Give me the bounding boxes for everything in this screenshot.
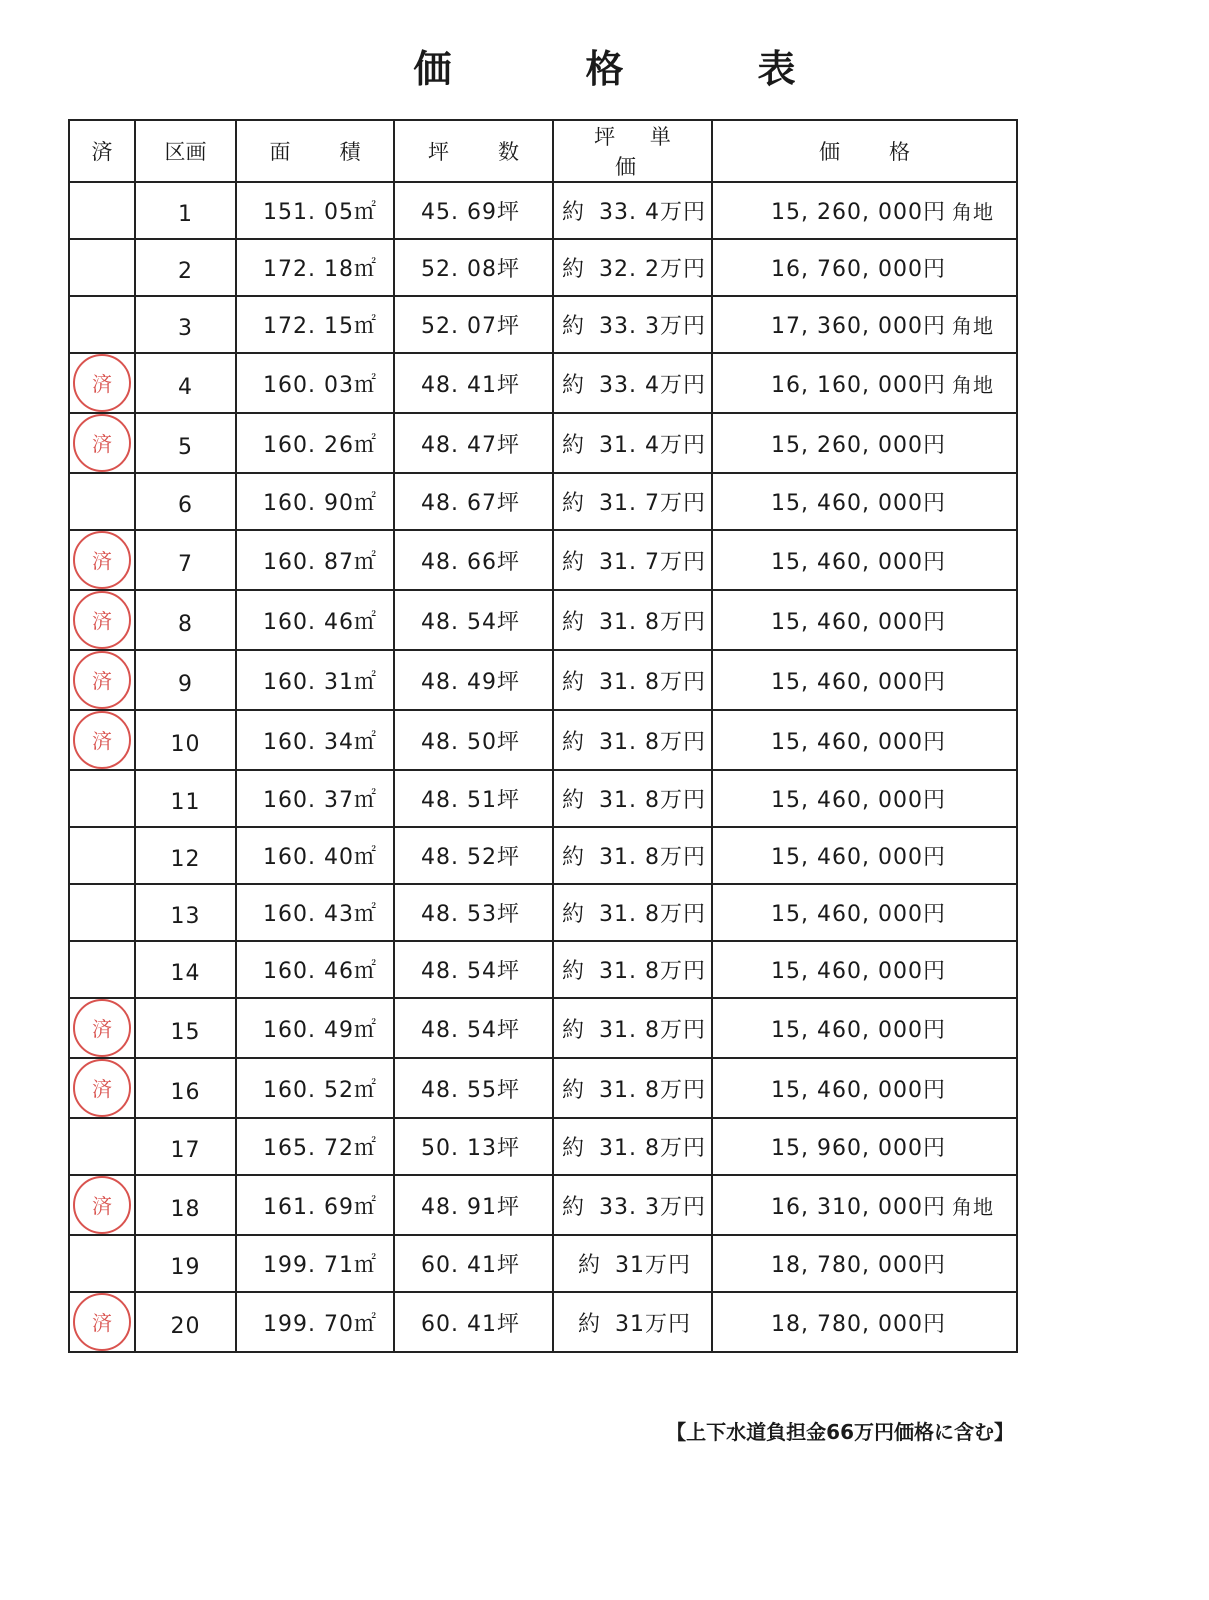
approx-label: 約 — [562, 372, 586, 398]
sold-stamp: 済 — [73, 1176, 131, 1234]
unit-price-cell — [553, 827, 712, 884]
price-value: 15, 460, 000円 — [771, 959, 946, 984]
tsubo-value: 48. 55坪 — [394, 1058, 553, 1118]
price-value: 18, 780, 000円 — [771, 1253, 946, 1278]
unit-price-cell — [553, 413, 712, 473]
tsubo-value: 52. 08坪 — [394, 239, 553, 296]
approx-label: 約 — [562, 959, 586, 984]
price-value: 16, 310, 000円 — [771, 1194, 946, 1220]
price-value: 15, 460, 000円 — [771, 902, 946, 927]
price-value: 15, 260, 000円 — [771, 432, 946, 458]
unit-price-value: 31. 8万円 — [599, 609, 706, 635]
approx-label: 約 — [562, 845, 586, 870]
table-row — [69, 413, 1017, 473]
approx-label: 約 — [562, 549, 586, 575]
unit-price-value: 31. 8万円 — [599, 902, 706, 927]
price-cell — [712, 650, 1017, 710]
price-value: 17, 360, 000円 — [771, 314, 946, 339]
sold-cell — [69, 590, 135, 650]
lot-number: 15 — [135, 998, 236, 1058]
unit-price-cell — [553, 239, 712, 296]
lot-number: 9 — [135, 650, 236, 710]
area-value: 160. 37㎡ — [236, 770, 394, 827]
area-value: 160. 46㎡ — [236, 590, 394, 650]
price-cell — [712, 998, 1017, 1058]
approx-label: 約 — [578, 1253, 602, 1278]
table-row — [69, 1118, 1017, 1175]
lot-number: 13 — [135, 884, 236, 941]
table-row — [69, 1175, 1017, 1235]
lot-number: 17 — [135, 1118, 236, 1175]
sold-stamp: 済 — [73, 414, 131, 472]
unit-price-cell — [553, 941, 712, 998]
table-row — [69, 827, 1017, 884]
sold-cell — [69, 353, 135, 413]
tsubo-value: 52. 07坪 — [394, 296, 553, 353]
price-cell — [712, 1292, 1017, 1352]
table-row — [69, 182, 1017, 239]
unit-price-value: 31万円 — [615, 1253, 692, 1278]
area-value: 165. 72㎡ — [236, 1118, 394, 1175]
unit-price-value: 31. 8万円 — [599, 669, 706, 695]
approx-label: 約 — [562, 1136, 586, 1161]
price-cell — [712, 413, 1017, 473]
unit-price-value: 31. 8万円 — [599, 788, 706, 813]
table-row — [69, 941, 1017, 998]
lot-number: 6 — [135, 473, 236, 530]
area-value: 160. 40㎡ — [236, 827, 394, 884]
lot-number: 18 — [135, 1175, 236, 1235]
table-row — [69, 1058, 1017, 1118]
unit-price-cell — [553, 884, 712, 941]
corner-lot-label: 角地 — [951, 1194, 994, 1219]
area-value: 160. 87㎡ — [236, 530, 394, 590]
unit-price-value: 32. 2万円 — [599, 257, 706, 282]
header-sold: 済 — [69, 120, 135, 182]
unit-price-cell — [553, 998, 712, 1058]
table-row — [69, 353, 1017, 413]
sold-cell — [69, 1058, 135, 1118]
header-lot: 区画 — [135, 120, 236, 182]
price-value: 15, 460, 000円 — [771, 845, 946, 870]
tsubo-value: 60. 41坪 — [394, 1292, 553, 1352]
unit-price-value: 33. 4万円 — [599, 200, 706, 225]
price-cell — [712, 530, 1017, 590]
lot-number: 1 — [135, 182, 236, 239]
unit-price-cell — [553, 650, 712, 710]
area-value: 160. 26㎡ — [236, 413, 394, 473]
sold-cell — [69, 1175, 135, 1235]
price-cell — [712, 296, 1017, 353]
price-cell — [712, 353, 1017, 413]
lot-number: 16 — [135, 1058, 236, 1118]
price-value: 15, 960, 000円 — [771, 1136, 946, 1161]
tsubo-value: 48. 53坪 — [394, 884, 553, 941]
unit-price-cell — [553, 353, 712, 413]
lot-number: 3 — [135, 296, 236, 353]
lot-number: 8 — [135, 590, 236, 650]
lot-number: 2 — [135, 239, 236, 296]
area-value: 151. 05㎡ — [236, 182, 394, 239]
unit-price-value: 31. 8万円 — [599, 959, 706, 984]
price-value: 15, 460, 000円 — [771, 549, 946, 575]
corner-lot-label: 角地 — [951, 314, 994, 338]
table-row — [69, 1235, 1017, 1292]
unit-price-value: 31. 8万円 — [599, 729, 706, 755]
area-value: 160. 34㎡ — [236, 710, 394, 770]
header-row — [69, 120, 1017, 182]
lot-number: 11 — [135, 770, 236, 827]
area-value: 160. 31㎡ — [236, 650, 394, 710]
price-table — [68, 119, 1018, 1353]
sold-cell — [69, 710, 135, 770]
price-cell — [712, 770, 1017, 827]
unit-price-cell — [553, 182, 712, 239]
table-row — [69, 998, 1017, 1058]
sold-cell — [69, 770, 135, 827]
unit-price-value: 31. 8万円 — [599, 1136, 706, 1161]
unit-price-cell — [553, 1058, 712, 1118]
table-row — [69, 239, 1017, 296]
unit-price-value: 31. 8万円 — [599, 1017, 706, 1043]
price-cell — [712, 590, 1017, 650]
table-row — [69, 530, 1017, 590]
unit-price-value: 31. 8万円 — [599, 845, 706, 870]
table-row — [69, 710, 1017, 770]
sold-cell — [69, 296, 135, 353]
unit-price-value: 33. 3万円 — [599, 314, 706, 339]
sold-cell — [69, 884, 135, 941]
approx-label: 約 — [562, 314, 586, 339]
lot-number: 10 — [135, 710, 236, 770]
price-value: 15, 460, 000円 — [771, 1017, 946, 1043]
unit-price-cell — [553, 1235, 712, 1292]
sold-stamp: 済 — [73, 591, 131, 649]
approx-label: 約 — [562, 200, 586, 225]
table-row — [69, 650, 1017, 710]
lot-number: 19 — [135, 1235, 236, 1292]
sold-cell — [69, 1118, 135, 1175]
page-title: 価 格 表 — [413, 47, 844, 91]
area-value: 160. 90㎡ — [236, 473, 394, 530]
tsubo-value: 48. 49坪 — [394, 650, 553, 710]
price-value: 16, 760, 000円 — [771, 257, 946, 282]
footnote: 【上下水道負担金66万円価格に含む】 — [666, 1420, 1014, 1444]
price-value: 15, 460, 000円 — [771, 491, 946, 516]
price-value: 18, 780, 000円 — [771, 1311, 946, 1337]
price-cell — [712, 1058, 1017, 1118]
table-row — [69, 884, 1017, 941]
price-value: 15, 460, 000円 — [771, 609, 946, 635]
price-cell — [712, 473, 1017, 530]
price-value: 15, 460, 000円 — [771, 788, 946, 813]
sold-stamp: 済 — [73, 531, 131, 589]
sold-cell — [69, 530, 135, 590]
sold-stamp: 済 — [73, 1293, 131, 1351]
approx-label: 約 — [562, 609, 586, 635]
table-row — [69, 590, 1017, 650]
area-value: 161. 69㎡ — [236, 1175, 394, 1235]
header-tsubo: 坪 数 — [394, 120, 553, 182]
sold-stamp: 済 — [73, 1059, 131, 1117]
area-value: 160. 03㎡ — [236, 353, 394, 413]
area-value: 160. 46㎡ — [236, 941, 394, 998]
corner-lot-label: 角地 — [951, 200, 994, 224]
price-cell — [712, 182, 1017, 239]
approx-label: 約 — [562, 257, 586, 282]
tsubo-value: 60. 41坪 — [394, 1235, 553, 1292]
lot-number: 12 — [135, 827, 236, 884]
area-value: 160. 49㎡ — [236, 998, 394, 1058]
unit-price-value: 31万円 — [615, 1311, 692, 1337]
unit-price-value: 31. 7万円 — [599, 491, 706, 516]
area-value: 199. 71㎡ — [236, 1235, 394, 1292]
unit-price-value: 33. 4万円 — [599, 372, 706, 398]
approx-label: 約 — [562, 788, 586, 813]
tsubo-value: 48. 54坪 — [394, 590, 553, 650]
approx-label: 約 — [562, 669, 586, 695]
header-area: 面 積 — [236, 120, 394, 182]
tsubo-value: 48. 91坪 — [394, 1175, 553, 1235]
price-cell — [712, 884, 1017, 941]
sold-stamp: 済 — [73, 354, 131, 412]
table-row — [69, 770, 1017, 827]
table-row — [69, 296, 1017, 353]
lot-number: 4 — [135, 353, 236, 413]
sold-stamp: 済 — [73, 999, 131, 1057]
sold-cell — [69, 650, 135, 710]
price-cell — [712, 1175, 1017, 1235]
sold-cell — [69, 1292, 135, 1352]
unit-price-cell — [553, 770, 712, 827]
header-price: 価 格 — [712, 120, 1017, 182]
approx-label: 約 — [562, 432, 586, 458]
tsubo-value: 48. 41坪 — [394, 353, 553, 413]
sold-cell — [69, 1235, 135, 1292]
price-cell — [712, 827, 1017, 884]
sold-cell — [69, 413, 135, 473]
lot-number: 7 — [135, 530, 236, 590]
lot-number: 20 — [135, 1292, 236, 1352]
price-cell — [712, 710, 1017, 770]
approx-label: 約 — [562, 1017, 586, 1043]
sold-cell — [69, 941, 135, 998]
area-value: 160. 52㎡ — [236, 1058, 394, 1118]
header-unit-price: 坪 単 価 — [553, 120, 712, 182]
unit-price-value: 31. 7万円 — [599, 549, 706, 575]
price-cell — [712, 941, 1017, 998]
unit-price-value: 31. 8万円 — [599, 1077, 706, 1103]
approx-label: 約 — [578, 1311, 602, 1337]
price-cell — [712, 239, 1017, 296]
area-value: 172. 15㎡ — [236, 296, 394, 353]
approx-label: 約 — [562, 1194, 586, 1220]
tsubo-value: 45. 69坪 — [394, 182, 553, 239]
tsubo-value: 50. 13坪 — [394, 1118, 553, 1175]
unit-price-cell — [553, 590, 712, 650]
unit-price-value: 33. 3万円 — [599, 1194, 706, 1220]
sold-cell — [69, 473, 135, 530]
tsubo-value: 48. 66坪 — [394, 530, 553, 590]
approx-label: 約 — [562, 1077, 586, 1103]
price-value: 15, 460, 000円 — [771, 729, 946, 755]
price-value: 15, 260, 000円 — [771, 200, 946, 225]
tsubo-value: 48. 67坪 — [394, 473, 553, 530]
sold-cell — [69, 239, 135, 296]
unit-price-cell — [553, 530, 712, 590]
lot-number: 14 — [135, 941, 236, 998]
tsubo-value: 48. 50坪 — [394, 710, 553, 770]
sold-cell — [69, 827, 135, 884]
approx-label: 約 — [562, 491, 586, 516]
sold-stamp: 済 — [73, 651, 131, 709]
lot-number: 5 — [135, 413, 236, 473]
table-row — [69, 473, 1017, 530]
price-value: 15, 460, 000円 — [771, 669, 946, 695]
table-row — [69, 1292, 1017, 1352]
area-value: 199. 70㎡ — [236, 1292, 394, 1352]
tsubo-value: 48. 52坪 — [394, 827, 553, 884]
unit-price-cell — [553, 473, 712, 530]
unit-price-cell — [553, 1292, 712, 1352]
price-cell — [712, 1235, 1017, 1292]
price-value: 15, 460, 000円 — [771, 1077, 946, 1103]
sold-cell — [69, 998, 135, 1058]
table-body — [69, 182, 1017, 1352]
area-value: 172. 18㎡ — [236, 239, 394, 296]
corner-lot-label: 角地 — [951, 372, 994, 397]
tsubo-value: 48. 47坪 — [394, 413, 553, 473]
price-value: 16, 160, 000円 — [771, 372, 946, 398]
tsubo-value: 48. 54坪 — [394, 998, 553, 1058]
sold-stamp: 済 — [73, 711, 131, 769]
price-cell — [712, 1118, 1017, 1175]
sold-cell — [69, 182, 135, 239]
unit-price-value: 31. 4万円 — [599, 432, 706, 458]
approx-label: 約 — [562, 729, 586, 755]
tsubo-value: 48. 51坪 — [394, 770, 553, 827]
unit-price-cell — [553, 1118, 712, 1175]
unit-price-cell — [553, 296, 712, 353]
approx-label: 約 — [562, 902, 586, 927]
unit-price-cell — [553, 710, 712, 770]
area-value: 160. 43㎡ — [236, 884, 394, 941]
tsubo-value: 48. 54坪 — [394, 941, 553, 998]
unit-price-cell — [553, 1175, 712, 1235]
